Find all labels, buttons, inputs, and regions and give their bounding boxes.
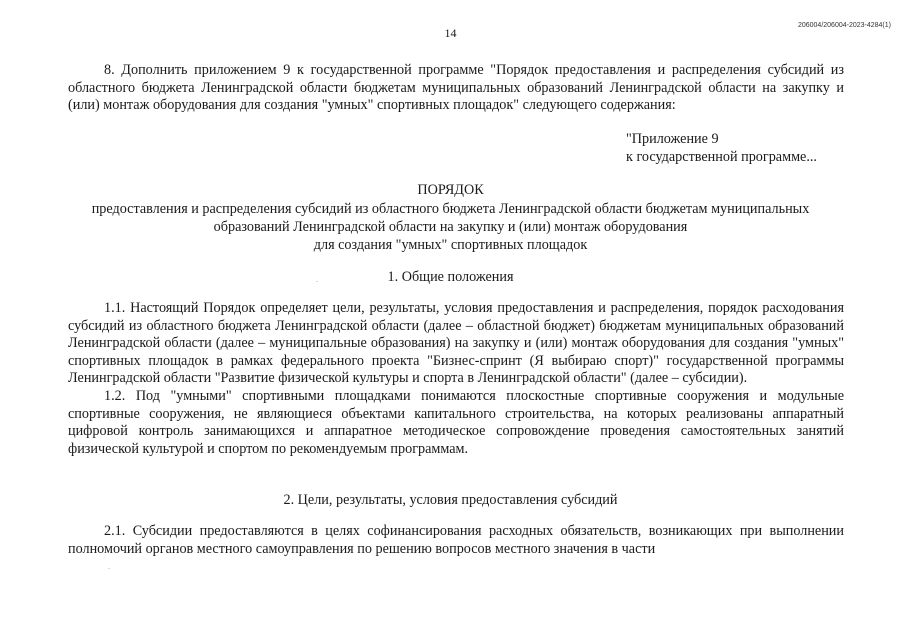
appendix-line-2: к государственной программе... xyxy=(626,149,817,165)
scan-speck: . xyxy=(316,275,318,284)
section-2-heading: 2. Цели, результаты, условия предоставления субсидий xyxy=(283,492,618,508)
title-line-1: предоставления и распределения субсидий из областного бюджета Ленинградской области бюджетам муниципальных xyxy=(91,201,810,217)
appendix-note xyxy=(626,130,817,166)
appendix-line-1: "Приложение 9 xyxy=(626,131,719,147)
scan-speck: . xyxy=(108,562,110,571)
section-1-body xyxy=(68,300,844,458)
document-heading: ПОРЯДОК xyxy=(417,182,484,198)
title-line-2: образований Ленинградской области на закупку и (или) монтаж оборудования xyxy=(213,219,688,235)
title-line-3: для создания "умных" спортивных площадок xyxy=(313,237,588,253)
section-1-heading: 1. Общие положения xyxy=(387,269,514,285)
intro-paragraph xyxy=(68,62,844,115)
document-id: 206004/206004-2023-4284(1) xyxy=(797,22,891,29)
page-number: 14 xyxy=(444,26,457,40)
clause-1-1: 1.1. Настоящий Порядок определяет цели, результаты, условия предоставления и распределения, порядок расходования субсидий из областного бюджета Ленинградской области (далее – областной бюджет) бюджетам муниципальных образований Ленинградской области (далее – муниципальные образования) на закупку и (или) монтаж оборудования для создания "умных" спортивных площадок в рамках федерального проекта "Бизнес-спринт (Я выбираю спорт)" государственной программы Ленинградской области "Развитие физической культуры и спорта в Ленинградской области" (далее – субсидии). xyxy=(68,300,844,387)
clause-1-2: 1.2. Под "умными" спортивными площадками понимаются плоскостные спортивные сооружения и модульные спортивные сооружения, не являющиеся объектами капитального строительства, на которых реализованы аппаратный цифровой контроль занимающихся и аппаратное методическое сопровождение проведения самостоятельных занятий физической культурой и спортом по рекомендуемым программам. xyxy=(68,387,844,457)
section-2-body xyxy=(68,523,844,558)
intro-text: 8. Дополнить приложением 9 к государственной программе "Порядок предоставления и распределения субсидий из областного бюджета Ленинградской области бюджетам муниципальных образований Ленинградской области на закупку и (или) монтаж оборудования для создания "умных" спортивных площадок" следующего содержания: xyxy=(68,62,844,114)
clause-2-1: 2.1. Субсидии предоставляются в целях софинансирования расходных обязательств, возникающих при выполнении полномочий органов местного самоуправления по решению вопросов местного значения в части xyxy=(68,523,844,557)
